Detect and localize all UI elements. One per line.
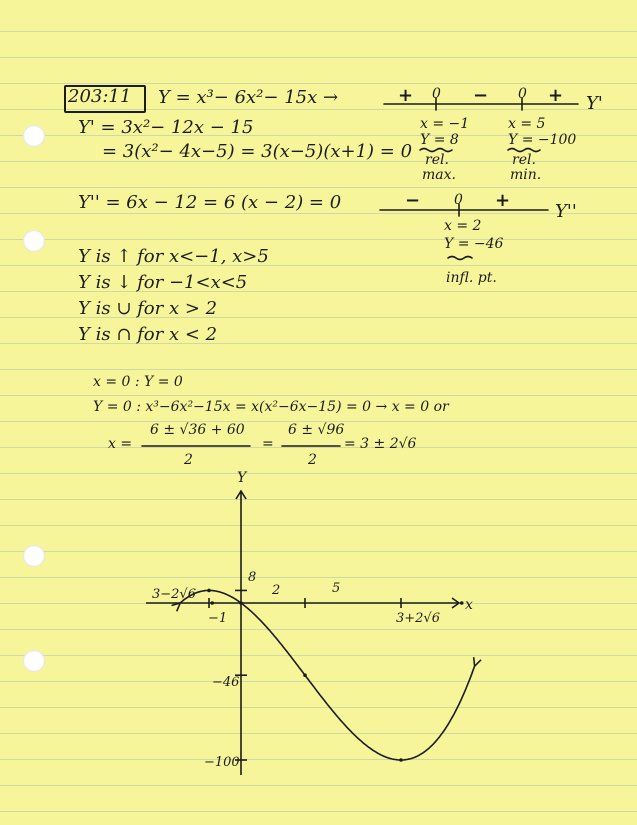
sign-chart-1-label: Y' xyxy=(586,93,603,114)
key-point xyxy=(460,601,464,605)
crit-point-2-note: rel. xyxy=(512,152,536,168)
crit-point-2-type: min. xyxy=(510,167,542,183)
quadratic-formula-numerator: 6 ± √36 + 60 xyxy=(150,422,245,438)
simplified-numerator: 6 ± √96 xyxy=(288,422,345,438)
sign-chart-2-sign: − xyxy=(405,190,421,211)
inflection-x: x = 2 xyxy=(444,218,482,234)
sign-chart-2-sign: + xyxy=(495,190,511,211)
crit-point-2-x: x = 5 xyxy=(508,116,546,132)
crit-point-1-note: rel. xyxy=(425,152,449,168)
tick-label-root-left: 3−2√6 xyxy=(152,587,196,602)
key-point xyxy=(399,758,403,762)
behavior-concave-up: Y is ∪ for x > 2 xyxy=(78,298,218,319)
quadratic-formula-denominator: 2 xyxy=(184,452,193,468)
y-intercept: x = 0 : Y = 0 xyxy=(93,374,183,390)
sign-chart-2-zero: 0 xyxy=(454,192,463,208)
sign-chart-1-zero: 0 xyxy=(432,86,441,102)
behavior-increasing: Y is ↑ for x<−1, x>5 xyxy=(78,246,269,267)
problem-number: 203:11 xyxy=(68,86,132,107)
x-intercepts: Y = 0 : x³−6x²−15x = x(x²−6x−15) = 0 → x = 0 or xyxy=(93,399,449,415)
inflection-y: Y = −46 xyxy=(444,236,504,252)
curve-arrow-left xyxy=(172,603,181,611)
sign-chart-1-zero: 0 xyxy=(518,86,527,102)
behavior-concave-down: Y is ∩ for x < 2 xyxy=(78,324,218,345)
sign-chart-1-sign: − xyxy=(473,85,489,106)
y-axis-label: Y xyxy=(237,470,247,486)
key-point xyxy=(239,601,243,605)
key-point xyxy=(207,589,211,593)
first-derivative-factored: = 3(x²− 4x−5) = 3(x−5)(x+1) = 0 xyxy=(102,141,413,162)
key-point xyxy=(210,601,214,605)
quadratic-formula-lhs: x = xyxy=(108,436,133,452)
roots-result: = 3 ± 2√6 xyxy=(344,436,417,452)
tick-label-y-8: 8 xyxy=(248,570,257,585)
crit-point-1-x: x = −1 xyxy=(420,116,470,132)
x-axis-label: x xyxy=(465,597,473,613)
sign-chart-1-sign: + xyxy=(548,85,564,106)
tick-label-x-neg1: −1 xyxy=(208,611,228,626)
equals-sign: = xyxy=(262,436,274,452)
tick-label-y-neg100: −100 xyxy=(204,755,240,770)
function-equation: Y = x³− 6x²− 15x → xyxy=(158,87,339,108)
crit-point-1-type: max. xyxy=(422,167,456,183)
tick-label-x-2: 2 xyxy=(272,583,281,598)
tick-label-x-5: 5 xyxy=(332,581,341,596)
crit-point-2-y: Y = −100 xyxy=(508,132,577,148)
inflection-note: infl. pt. xyxy=(446,270,497,286)
second-derivative: Y'' = 6x − 12 = 6 (x − 2) = 0 xyxy=(78,192,342,213)
curve-arrow-right xyxy=(474,657,481,666)
sign-chart-1-sign: + xyxy=(398,85,414,106)
tick-label-y-neg46: −46 xyxy=(212,675,240,690)
simplified-denominator: 2 xyxy=(308,452,317,468)
key-point xyxy=(303,673,307,677)
sign-chart-2-label: Y'' xyxy=(555,201,577,222)
first-derivative: Y' = 3x²− 12x − 15 xyxy=(78,117,254,138)
behavior-decreasing: Y is ↓ for −1<x<5 xyxy=(78,272,248,293)
tick-label-root-right: 3+2√6 xyxy=(396,611,440,626)
crit-point-1-y: Y = 8 xyxy=(420,132,459,148)
